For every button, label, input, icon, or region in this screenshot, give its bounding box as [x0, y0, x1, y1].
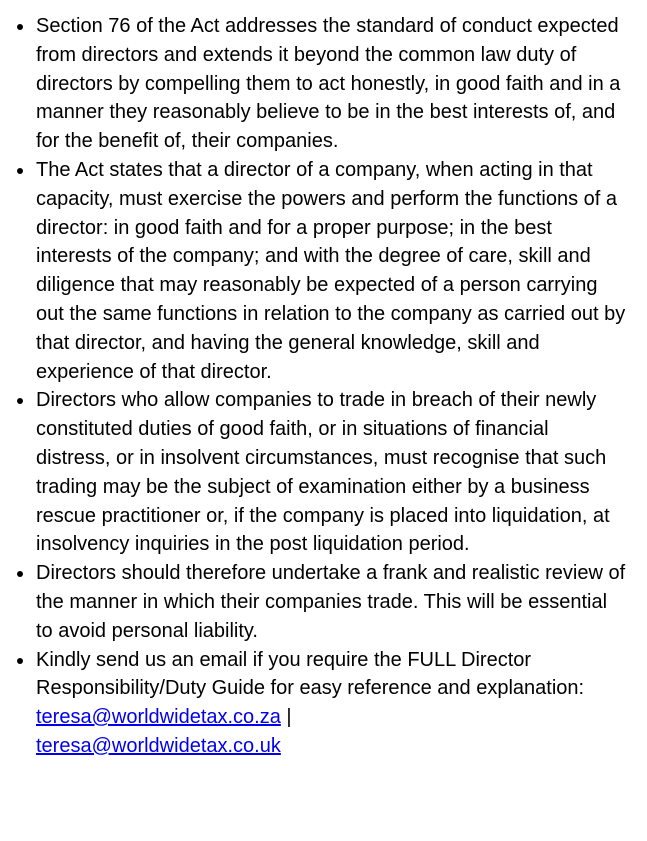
bullet-icon [17, 398, 23, 404]
email-separator: | [280, 706, 292, 729]
bullet-icon [17, 571, 23, 577]
bullet-list [0, 12, 647, 761]
bullet-item-trading-breach [0, 386, 647, 559]
bullet-text: The Act states that a director of a company, when acting in that capacity, must exercise the powers and perform the functions of a director: in good faith and for a proper purpose; in the best interests of the company; and with the degree of care, skill and diligence that may reasonably be expected of a person carrying out the same functions in relation to the company as carried out by that director, and having the general knowledge, skill and experience of that director. [36, 158, 626, 383]
contact-text: Kindly send us an email if you require the FULL Director Responsibility/Duty Guide for easy reference and explanation: [36, 648, 585, 700]
bullet-icon [17, 24, 23, 30]
email-link-za[interactable]: teresa@worldwidetax.co.za [36, 706, 281, 729]
email-link-uk[interactable]: teresa@worldwidetax.co.uk [36, 734, 281, 757]
bullet-item-director-duties [0, 156, 647, 386]
bullet-icon [17, 168, 23, 174]
bullet-icon [17, 658, 23, 664]
document-body [0, 12, 647, 761]
bullet-item-review [0, 559, 647, 645]
bullet-text: Section 76 of the Act addresses the standard of conduct expected from directors and extends it beyond the common law duty of directors by compelling them to act honestly, in good faith and in a manner they reasonably believe to be in the best interests of, and for the benefit of, their companies. [36, 15, 621, 153]
bullet-item-contact [0, 646, 647, 761]
bullet-item-section-76 [0, 12, 647, 156]
bullet-text: Directors should therefore undertake a frank and realistic review of the manner in which their companies trade. This will be essential to avoid personal liability. [36, 562, 626, 642]
bullet-text: Directors who allow companies to trade in breach of their newly constituted duties of good faith, or in situations of financial distress, or in insolvent circumstances, must recognise that such trading may be the subject of examination either by a business rescue practitioner or, if the company is placed into liquidation, at insolvency inquiries in the post liquidation period. [36, 389, 610, 556]
